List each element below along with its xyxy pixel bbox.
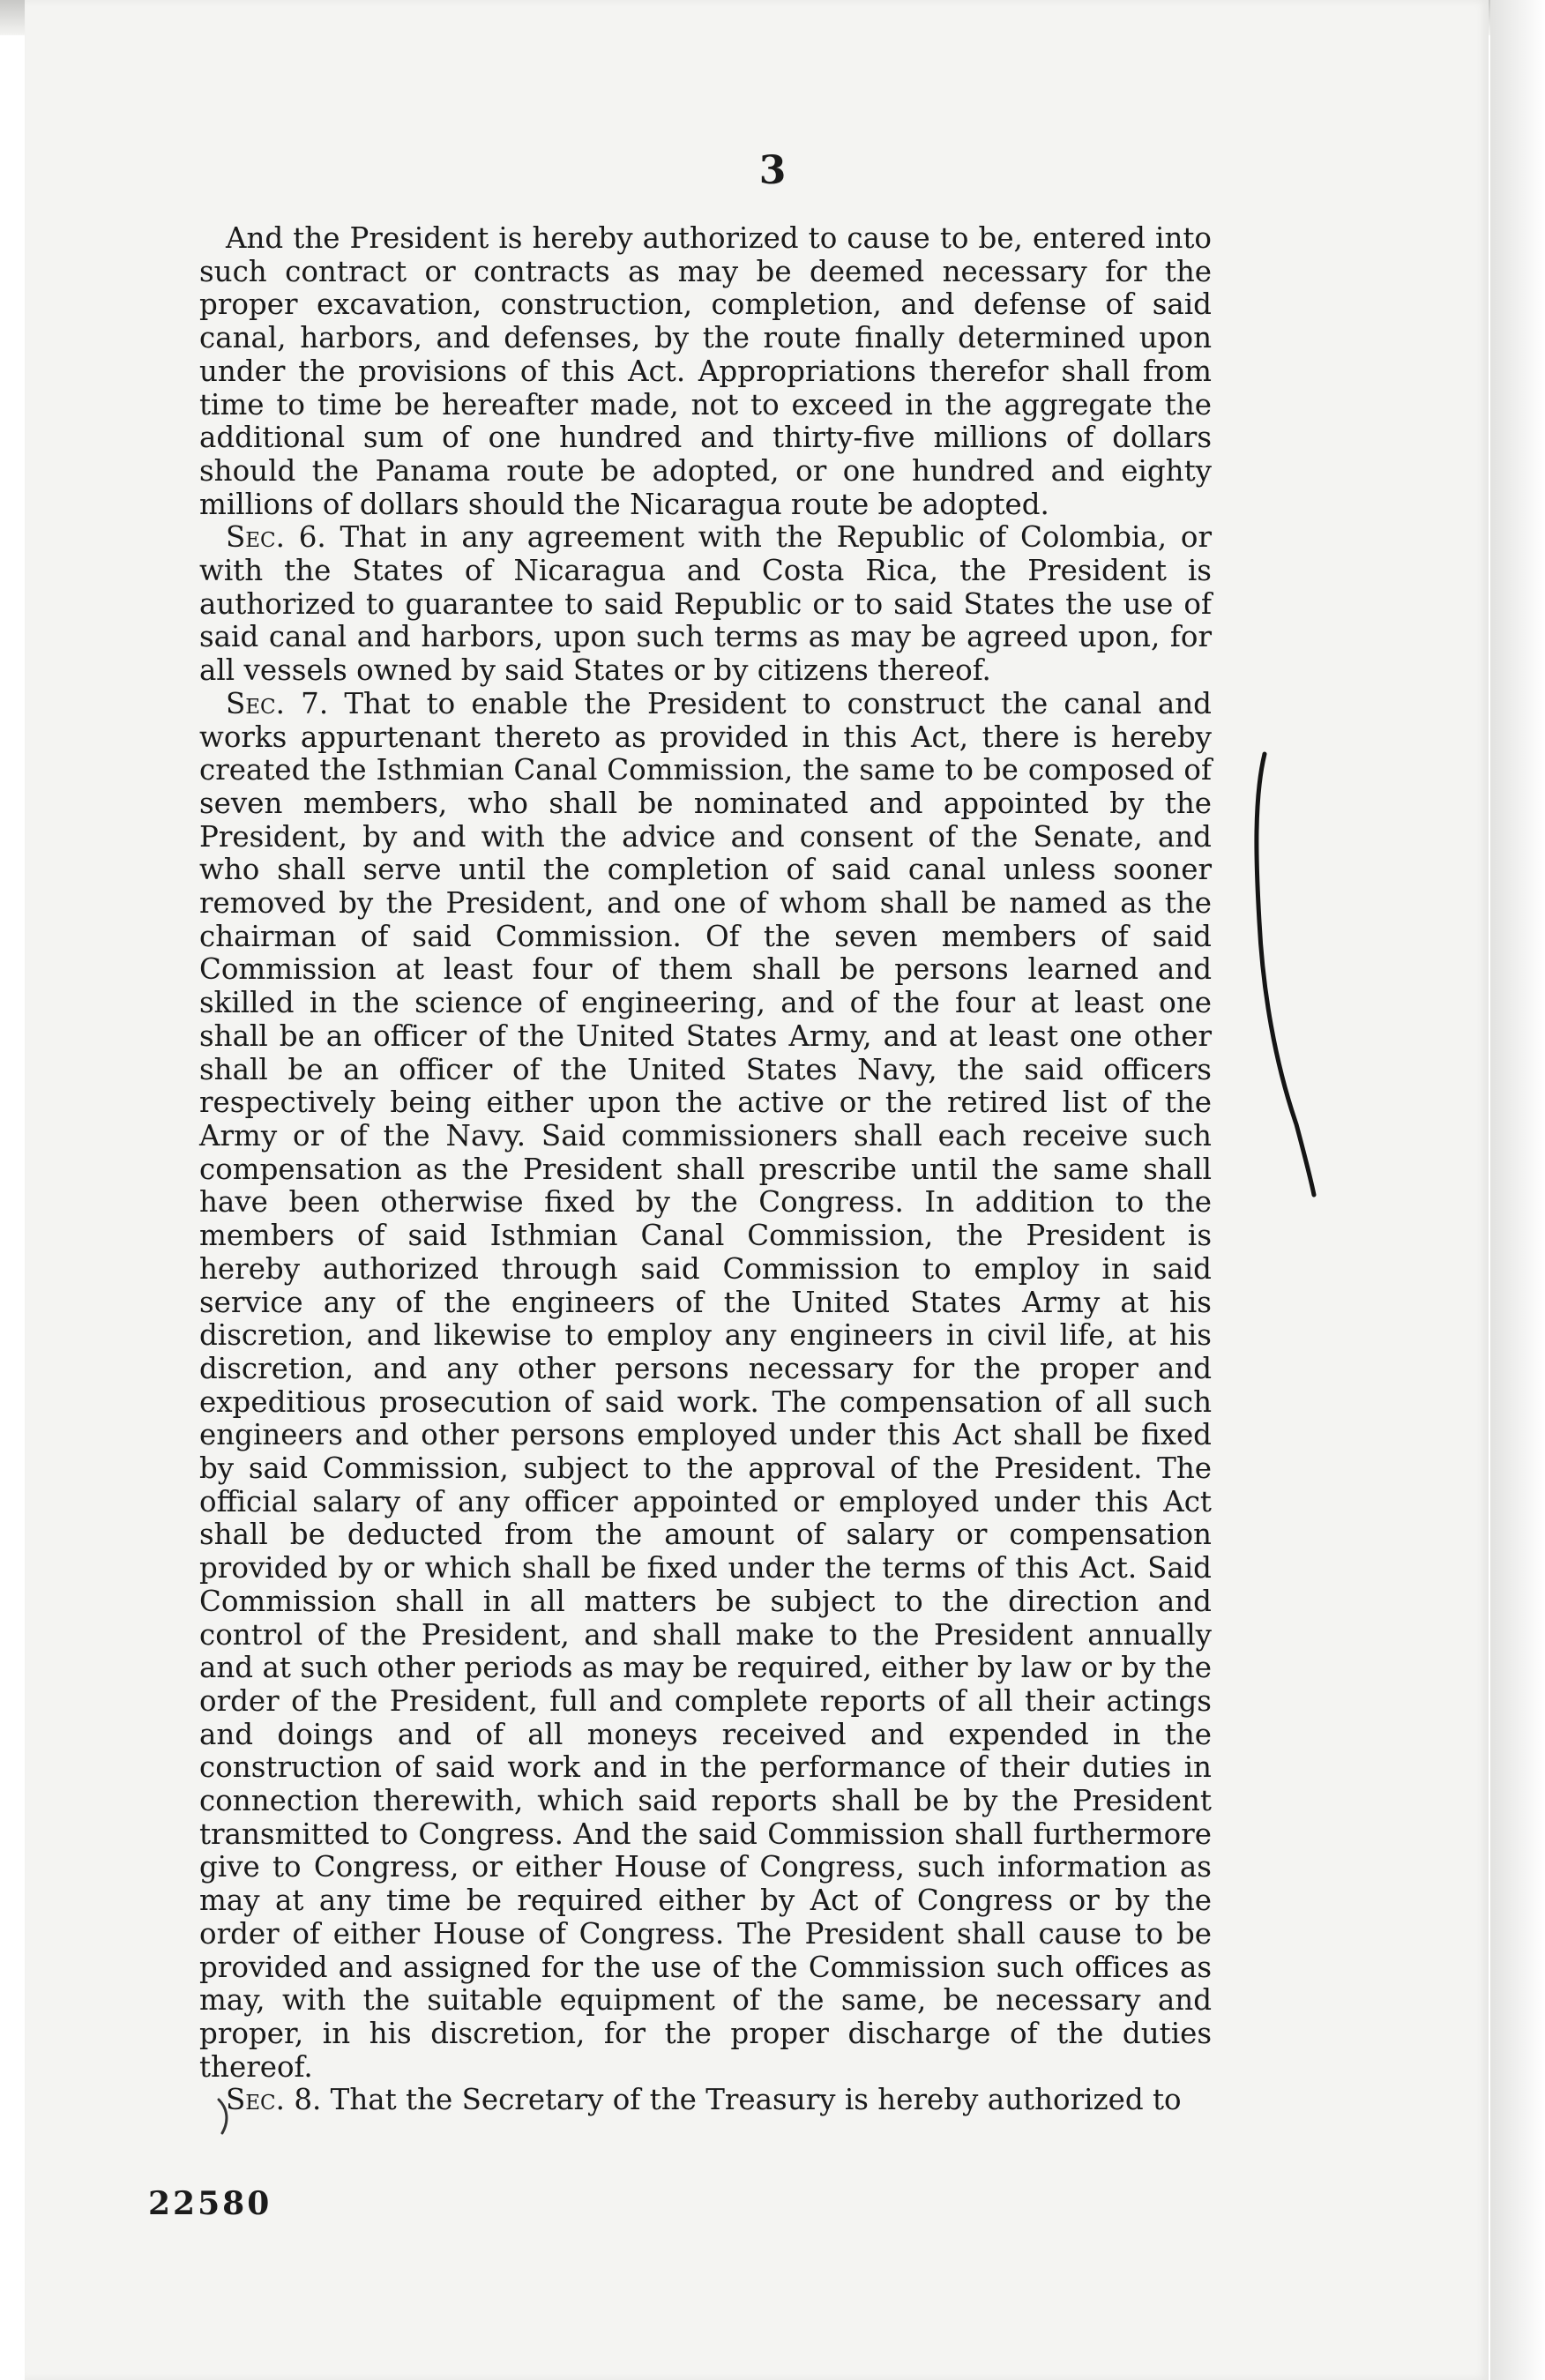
handwritten-parenthesis-mark: [212, 2094, 238, 2138]
section-8: [199, 2084, 1212, 2117]
paragraph-text: That in any agreement with the Republic of Colombia, or with the States of Nicaragua and Costa Rica, the President is authorized to guarantee to said Republic or to said States the use of said canal and harbors, upon such terms as may be agreed upon, for all vessels owned by said States or by citizens thereof.: [199, 520, 1212, 688]
section-label: Sec. 6.: [226, 520, 326, 555]
document-body: [199, 222, 1212, 2117]
paragraph-text: That the Secretary of the Treasury is hereby authorized to: [330, 2083, 1182, 2117]
document-number: 22580: [148, 2185, 272, 2222]
paragraph-text: That to enable the President to construct the canal and works appurtenant thereto as provided in this Act, there is hereby created the Isthmian Canal Commission, the same to be composed of seven members, who shall be nominated and appointed by the President, by and with the advice and consent of the Senate, and who shall serve until the completion of said canal unless sooner removed by the President, and one of whom shall be named as the chairman of said Commission. Of the seven members of said Commission at least four of them shall be persons learned and skilled in the science of engineering, and of the four at least one shall be an officer of the United States Army, and at least one other shall be an officer of the United States Navy, the said officers respectively being either upon the active or the retired list of the Army or of the Navy. Said commissioners shall each receive such compensation as the President shall prescribe until the same shall have been otherwise fixed by the Congress. In addition to the members of said Isthmian Canal Commission, the President is hereby authorized through said Commission to employ in said service any of the engineers of the United States Army at his discretion, and likewise to employ any engineers in civil life, at his discretion, and any other persons necessary for the proper and expeditious prosecution of said work. The compensation of all such engineers and other persons employed under this Act shall be fixed by said Commission, subject to the approval of the President. The official salary of any officer appointed or employed under this Act shall be deducted from the amount of salary or compensation provided by or which shall be fixed under the terms of this Act. Said Commission shall in all matters be subject to the direction and control of the President, and shall make to the President annually and at such other periods as may be required, either by law or by the order of the President, full and complete reports of all their actings and doings and of all moneys received and expended in the construction of said work and in the performance of their duties in connection therewith, which said reports shall be by the President transmitted to Congress. And the said Commission shall furthermore give to Congress, or either House of Congress, such information as may at any time be required either by Act of Congress or by the order of either House of Congress. The President shall cause to be provided and assigned for the use of the Commission such offices as may, with the suitable equipment of the same, be necessary and proper, in his discretion, for the proper discharge of the duties thereof.: [199, 686, 1212, 2084]
section-6: [199, 521, 1212, 688]
section-7: [199, 688, 1212, 2085]
section-label: Sec. 8.: [226, 2083, 322, 2117]
scan-right-edge: [1490, 0, 1545, 2380]
handwritten-bracket-mark: [1252, 745, 1323, 1204]
paragraph-5-continuation: [199, 222, 1212, 521]
section-label: Sec. 7.: [226, 686, 329, 720]
page-number: 3: [758, 148, 787, 193]
paragraph-text: And the President is hereby authorized to cause to be, entered into such contract or contracts as may be deemed necessary for the proper excavation, construction, completion, and defense of said canal, harbors, and defenses, by the route finally determined upon under the provisions of this Act. Appropriations therefor shall from time to time be hereafter made, not to exceed in the aggregate the additional sum of one hundred and thirty-five millions of dollars should the Panama route be adopted, or one hundred and eighty millions of dollars should the Nicaragua route be adopted.: [199, 221, 1212, 521]
